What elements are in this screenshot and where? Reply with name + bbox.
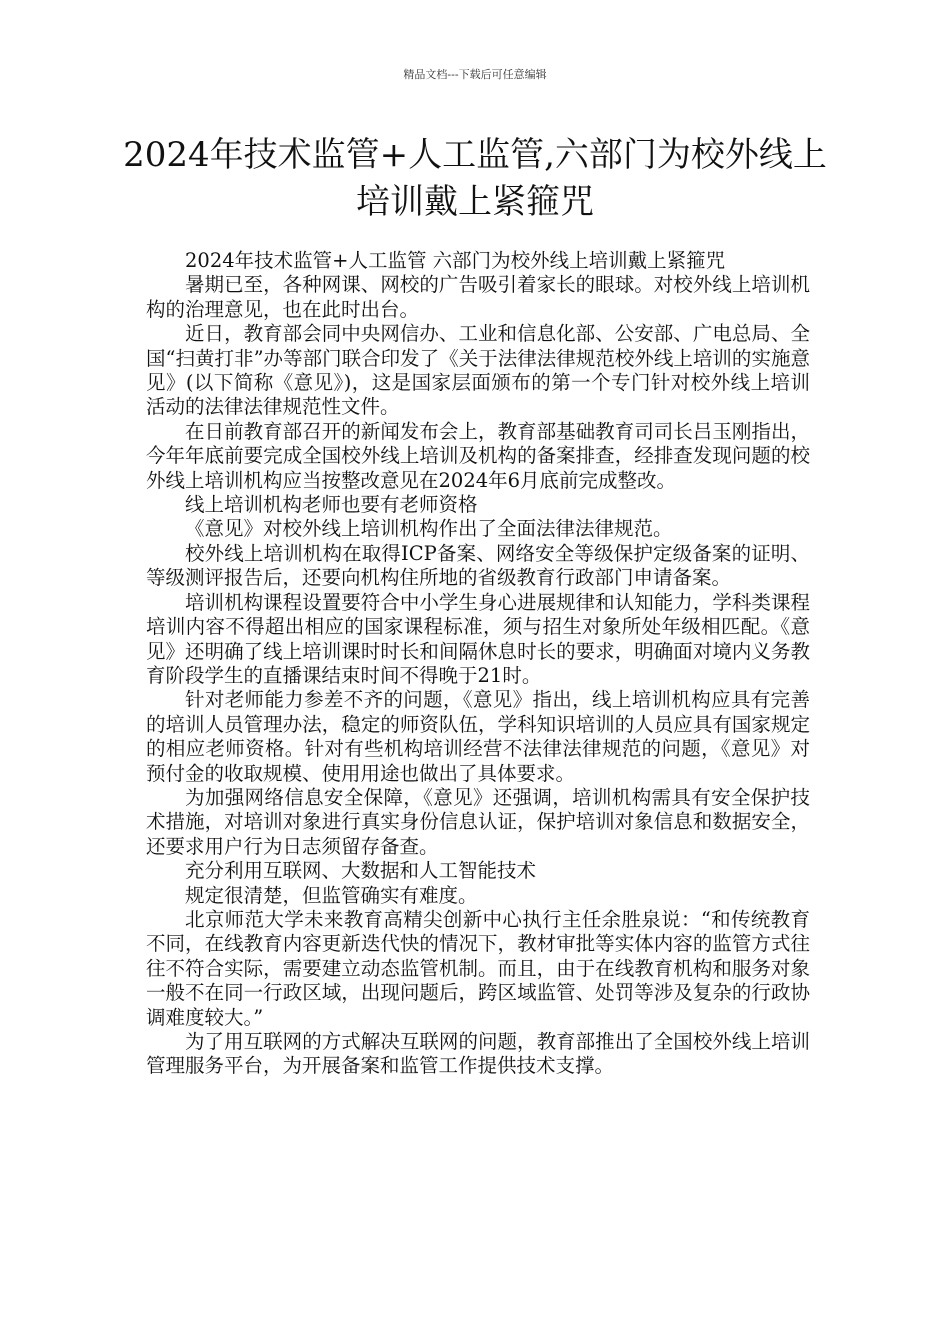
paragraph: 《意见》对校外线上培训机构作出了全面法律法律规范。 — [185, 517, 673, 541]
paragraph: 暑期已至，各种网课、网校的广告吸引着家长的眼球。对校外线上培训机构的治理意见，也在此时出台。 — [146, 273, 810, 321]
paragraph: 培训机构课程设置要符合中小学生身心进展规律和认知能力，学科类课程培训内容不得超出相应的国家课程标准，须与招生对象所处年级相匹配。《意见》还明确了线上培训课时时长和间隔休息时长的要求，明确面对境内义务教育阶段学生的直播课结束时间不得晚于21时。 — [146, 590, 810, 687]
paragraph: 为加强网络信息安全保障，《意见》还强调，培训机构需具有安全保护技术措施，对培训对象进行真实身份信息认证，保护培训对象信息和数据安全，还要求用户行为日志须留存备查。 — [146, 785, 810, 858]
document-body — [146, 249, 810, 1079]
section-heading: 线上培训机构老师也要有老师资格 — [185, 493, 478, 517]
paragraph-subtitle: 2024年技术监管+人工监管 六部门为校外线上培训戴上紧箍咒 — [185, 249, 726, 272]
paragraph: 校外线上培训机构在取得ICP备案、网络安全等级保护定级备案的证明、等级测评报告后，还要向机构住所地的省级教育行政部门申请备案。 — [146, 541, 810, 590]
paragraph: 在日前教育部召开的新闻发布会上，教育部基础教育司司长吕玉刚指出，今年年底前要完成全国校外线上培训及机构的备案排查，经排查发现问题的校外线上培训机构应当按整改意见在2024年6月底前完成整改。 — [146, 419, 810, 492]
paragraph: 规定很清楚，但监管确实有难度。 — [185, 883, 478, 907]
paragraph: 近日，教育部会同中央网信办、工业和信息化部、公安部、广电总局、全国“扫黄打非”办等部门联合印发了《关于法律法律规范校外线上培训的实施意见》(以下简称《意见》)，这是国家层面颁布的第一个专门针对校外线上培训活动的法律法律规范性文件。 — [146, 322, 810, 419]
section-heading: 充分利用互联网、大数据和人工智能技术 — [185, 859, 537, 883]
document-title: 2024年技术监管+人工监管,六部门为校外线上培训戴上紧箍咒 — [123, 135, 827, 222]
page-header: 精品文档---下载后可任意编辑 — [403, 68, 547, 81]
paragraph: 针对老师能力参差不齐的问题，《意见》指出，线上培训机构应具有完善的培训人员管理办法，稳定的师资队伍，学科知识培训的人员应具有国家规定的相应老师资格。针对有些机构培训经营不法律法律规范的问题，《意见》对预付金的收取规模、使用用途也做出了具体要求。 — [146, 688, 810, 785]
paragraph: 为了用互联网的方式解决互联网的问题，教育部推出了全国校外线上培训管理服务平台，为开展备案和监管工作提供技术支撑。 — [146, 1030, 810, 1078]
paragraph: 北京师范大学未来教育高精尖创新中心执行主任余胜泉说：“和传统教育不同，在线教育内容更新迭代快的情况下，教材审批等实体内容的监管方式往往不符合实际，需要建立动态监管机制。而且，由于在线教育机构和服务对象一般不在同一行政区域，出现问题后，跨区域监管、处罚等涉及复杂的行政协调难度较大。” — [146, 907, 810, 1029]
